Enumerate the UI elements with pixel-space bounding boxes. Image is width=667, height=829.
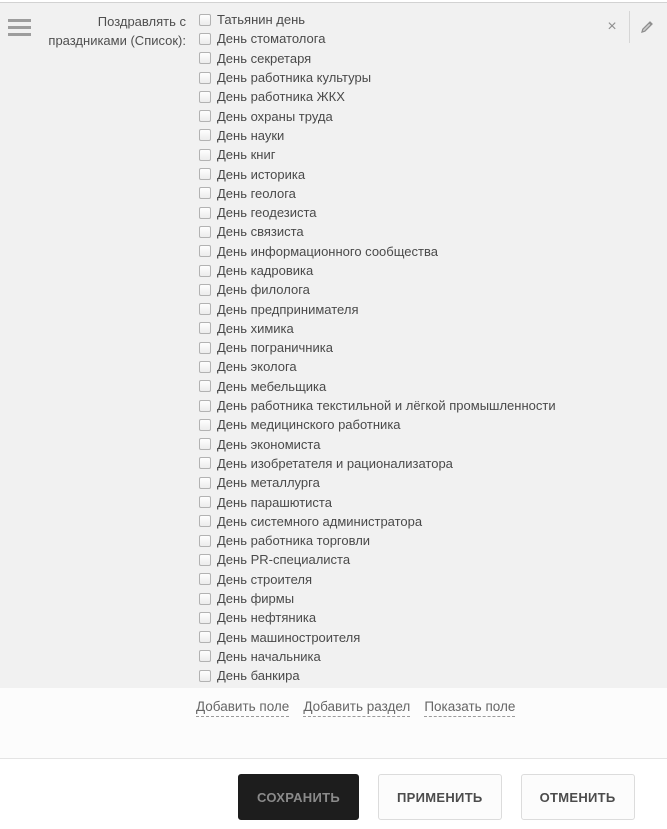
holiday-option-label: День охраны труда — [217, 108, 333, 124]
holiday-option-label: День банкира — [217, 668, 300, 684]
holiday-option-row — [199, 570, 556, 589]
holiday-checkbox[interactable] — [199, 245, 211, 257]
holiday-checkbox[interactable] — [199, 226, 211, 238]
holiday-checkbox[interactable] — [199, 265, 211, 277]
holiday-option-row — [199, 106, 556, 125]
holiday-option-row — [199, 512, 556, 531]
holiday-option-row — [199, 87, 556, 106]
holiday-option-label: День химика — [217, 320, 294, 336]
holiday-checkbox[interactable] — [199, 187, 211, 199]
holiday-option-row — [199, 222, 556, 241]
holiday-checkbox[interactable] — [199, 554, 211, 566]
holiday-checkbox[interactable] — [199, 14, 211, 26]
holiday-checkbox[interactable] — [199, 52, 211, 64]
holiday-option-row — [199, 29, 556, 48]
field-editor-panel — [0, 2, 667, 829]
holiday-option-label: День эколога — [217, 359, 297, 375]
holiday-option-row — [199, 338, 556, 357]
holiday-checkbox[interactable] — [199, 168, 211, 180]
holiday-checkbox[interactable] — [199, 72, 211, 84]
holiday-checkbox[interactable] — [199, 284, 211, 296]
holiday-checkbox[interactable] — [199, 419, 211, 431]
holiday-option-label: День строителя — [217, 571, 313, 587]
field-label-column — [0, 10, 186, 688]
holiday-checkbox[interactable] — [199, 400, 211, 412]
holiday-option-row — [199, 435, 556, 454]
holiday-option-label: День работника текстильной и лёгкой промышленности — [217, 398, 556, 414]
holiday-checkbox[interactable] — [199, 361, 211, 373]
holiday-checkbox[interactable] — [199, 593, 211, 605]
holiday-option-label: День PR-специалиста — [217, 552, 351, 568]
holiday-option-label: День работника культуры — [217, 70, 372, 86]
holiday-checkbox[interactable] — [199, 438, 211, 450]
holiday-option-label: День металлурга — [217, 475, 320, 491]
field-row-holidays — [0, 2, 667, 688]
holiday-option-label: День мебельщика — [217, 378, 327, 394]
holiday-option-row — [199, 454, 556, 473]
holiday-option-label: День книг — [217, 147, 276, 163]
holiday-option-label: День медицинского работника — [217, 417, 401, 433]
holiday-option-label: День информационного сообщества — [217, 243, 438, 259]
holiday-checkbox[interactable] — [199, 110, 211, 122]
holiday-option-label: День связиста — [217, 224, 304, 240]
holiday-checkbox[interactable] — [199, 535, 211, 547]
holiday-checkbox[interactable] — [199, 650, 211, 662]
holiday-option-label: День изобретателя и рационализатора — [217, 455, 453, 471]
holiday-option-row — [199, 589, 556, 608]
field-label: Поздравлять с праздниками (Список): — [48, 14, 186, 48]
holiday-option-row — [199, 319, 556, 338]
holiday-option-label: День стоматолога — [217, 31, 326, 47]
actions-divider — [629, 11, 630, 43]
holiday-option-row — [199, 10, 556, 29]
holiday-option-row — [199, 415, 556, 434]
save-button[interactable]: СОХРАНИТЬ — [238, 774, 359, 820]
close-icon[interactable]: × — [607, 18, 617, 35]
holiday-option-label: День машиностроителя — [217, 629, 361, 645]
holiday-option-label: День фирмы — [217, 591, 295, 607]
holiday-checkbox[interactable] — [199, 457, 211, 469]
holiday-option-label: День пограничника — [217, 340, 333, 356]
holiday-option-label: День системного администратора — [217, 513, 423, 529]
holiday-checkbox[interactable] — [199, 612, 211, 624]
holiday-option-row — [199, 531, 556, 550]
holiday-option-row — [199, 492, 556, 511]
holiday-checkbox[interactable] — [199, 496, 211, 508]
holiday-option-row — [199, 49, 556, 68]
add-section-link[interactable]: Добавить раздел — [303, 699, 410, 717]
holiday-option-row — [199, 550, 556, 569]
holiday-option-row — [199, 242, 556, 261]
holiday-option-row — [199, 666, 556, 685]
holiday-checkbox[interactable] — [199, 33, 211, 45]
holiday-checkbox[interactable] — [199, 91, 211, 103]
holiday-option-row — [199, 164, 556, 183]
holiday-option-label: День филолога — [217, 282, 310, 298]
holiday-option-row — [199, 203, 556, 222]
holiday-option-row — [199, 68, 556, 87]
holiday-option-row — [199, 299, 556, 318]
holiday-option-row — [199, 126, 556, 145]
holiday-option-label: День кадровика — [217, 263, 314, 278]
holiday-option-label: День предпринимателя — [217, 301, 359, 317]
add-field-link[interactable]: Добавить поле — [196, 699, 289, 717]
holiday-option-row — [199, 261, 556, 280]
show-field-link[interactable]: Показать поле — [424, 699, 515, 717]
holiday-option-label: День экономиста — [217, 436, 321, 452]
holiday-checkbox[interactable] — [199, 303, 211, 315]
holiday-checkbox[interactable] — [199, 322, 211, 334]
field-actions — [599, 11, 660, 43]
holiday-option-row — [199, 280, 556, 299]
form-buttons-row — [0, 758, 667, 829]
holiday-option-label: День работника торговли — [217, 533, 371, 549]
holiday-option-label: Татьянин день — [217, 12, 306, 28]
holiday-checkbox[interactable] — [199, 670, 211, 682]
holiday-option-row — [199, 396, 556, 415]
holiday-checkbox[interactable] — [199, 342, 211, 354]
holiday-option-label: День геолога — [217, 185, 296, 201]
holiday-option-label: День геодезиста — [217, 205, 317, 221]
pencil-icon[interactable] — [634, 11, 660, 43]
apply-button[interactable]: ПРИМЕНИТЬ — [378, 774, 502, 820]
holiday-option-row — [199, 647, 556, 666]
holiday-checkbox[interactable] — [199, 573, 211, 585]
holiday-option-row — [199, 608, 556, 627]
holiday-option-row — [199, 145, 556, 164]
holiday-checkbox[interactable] — [199, 477, 211, 489]
holiday-option-label: День нефтяника — [217, 610, 317, 626]
holiday-checkbox[interactable] — [199, 149, 211, 161]
holiday-checkbox[interactable] — [199, 631, 211, 643]
holiday-option-label: День науки — [217, 127, 285, 143]
holiday-option-label: День секретаря — [217, 50, 312, 66]
holiday-checkbox[interactable] — [199, 515, 211, 527]
holiday-option-label: День парашютиста — [217, 494, 332, 510]
holiday-option-row — [199, 628, 556, 647]
holiday-options — [199, 10, 556, 688]
holiday-option-label: День работника ЖКХ — [217, 89, 345, 105]
holiday-option-row — [199, 184, 556, 203]
holiday-option-row — [199, 377, 556, 396]
hamburger-icon[interactable] — [8, 19, 31, 36]
holiday-option-label: День историка — [217, 166, 306, 182]
field-links-row — [0, 688, 667, 758]
holiday-option-row — [199, 357, 556, 376]
holiday-checkbox[interactable] — [199, 207, 211, 219]
cancel-button[interactable]: ОТМЕНИТЬ — [521, 774, 635, 820]
holiday-checkbox[interactable] — [199, 129, 211, 141]
holiday-checkbox[interactable] — [199, 380, 211, 392]
holiday-option-row — [199, 473, 556, 492]
holiday-option-label: День начальника — [217, 648, 321, 664]
